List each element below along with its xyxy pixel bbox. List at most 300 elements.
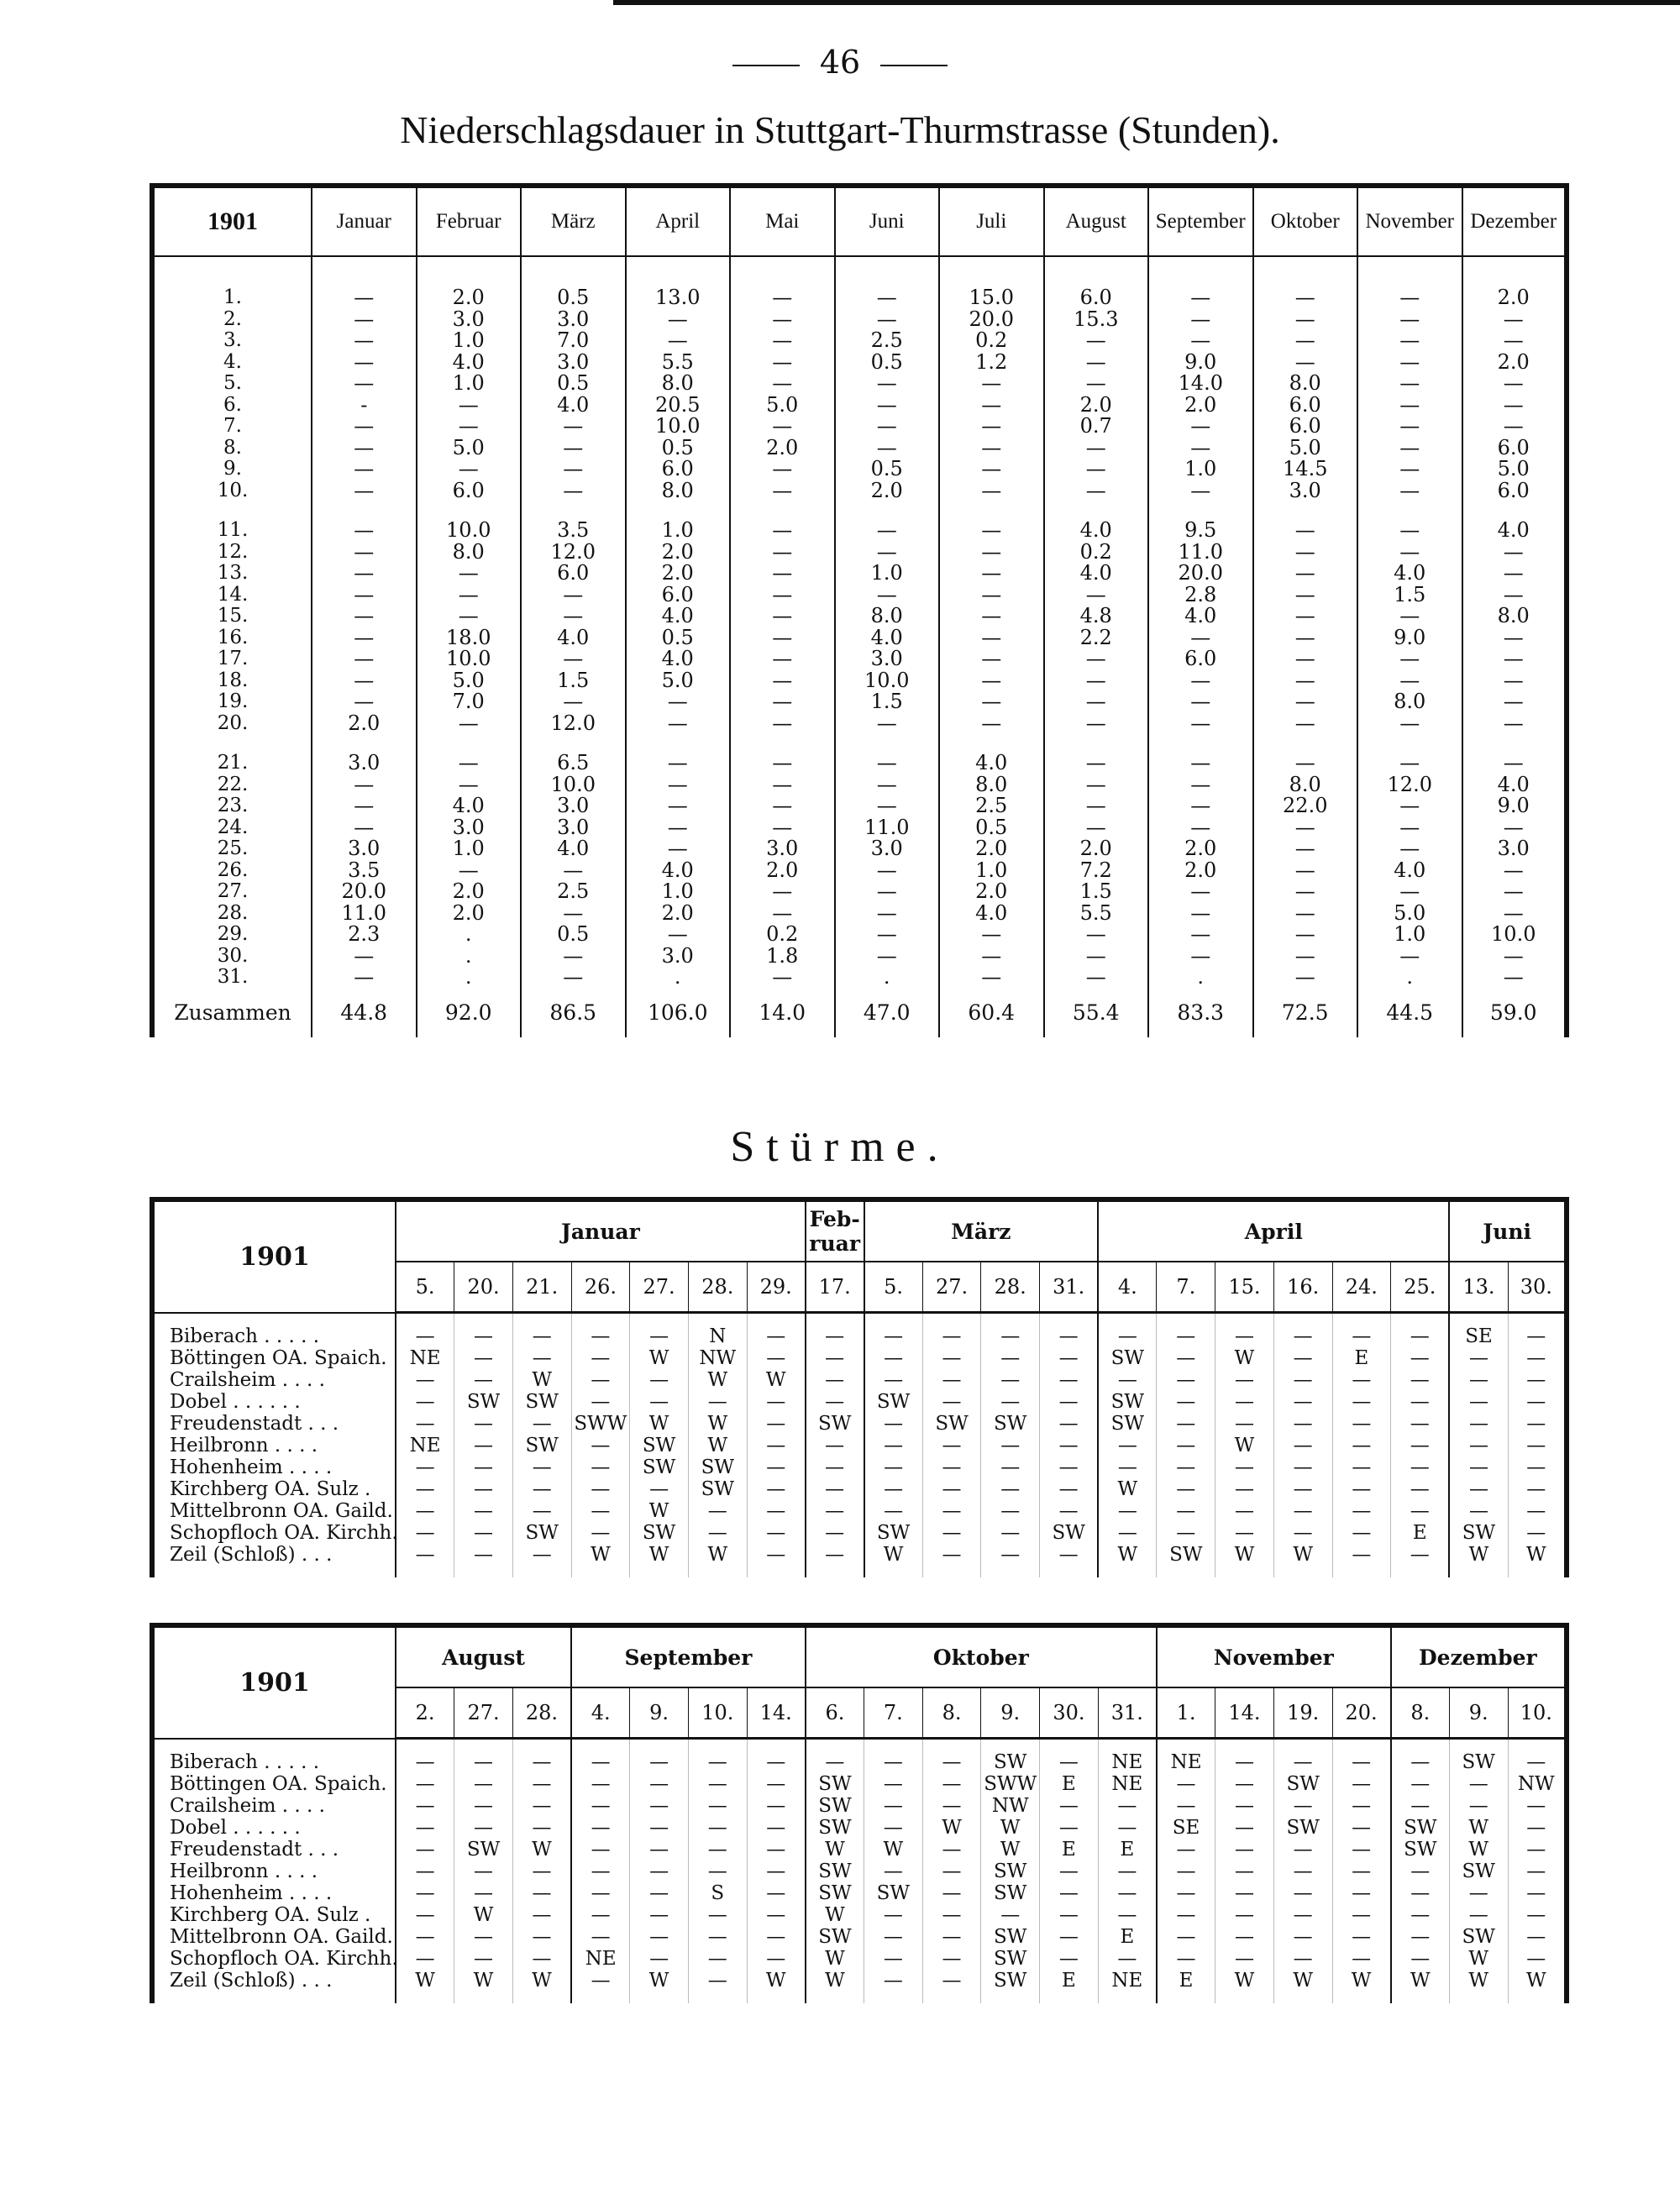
wind-direction-cell: NE <box>1157 1751 1215 1773</box>
value-cell: 13.0 <box>626 287 731 309</box>
value-cell: 6.0 <box>1253 416 1358 438</box>
day-header: 7. <box>1157 1262 1215 1313</box>
wind-direction-cell: — <box>1273 1391 1332 1413</box>
wind-direction-cell: SW <box>981 1860 1040 1882</box>
wind-direction-cell: — <box>864 1478 923 1500</box>
wind-direction-cell: — <box>981 1522 1040 1544</box>
value-cell: — <box>1503 815 1524 839</box>
value-cell: — <box>1503 561 1524 585</box>
day-header: 8. <box>1391 1687 1450 1739</box>
wind-direction-cell: — <box>1391 1347 1450 1369</box>
wind-direction-cell: — <box>1157 1904 1215 1926</box>
station-name: Hohenheim . . . . <box>152 1882 396 1904</box>
value-cell: — <box>521 946 626 968</box>
wind-direction-cell: — <box>1040 1751 1099 1773</box>
day-label: 25. <box>152 838 312 860</box>
wind-direction-cell: — <box>1215 1860 1274 1882</box>
day-header: 27. <box>630 1262 689 1313</box>
day-header: 6. <box>806 1687 864 1739</box>
value-cell: — <box>1357 946 1462 968</box>
wind-direction-cell: — <box>1391 1795 1450 1817</box>
value-cell: . <box>417 946 522 968</box>
station-row <box>152 1544 1567 1566</box>
station-name: Mittelbronn OA. Gaild. <box>152 1500 396 1522</box>
value-cell: — <box>835 753 940 774</box>
day-header: 14. <box>747 1687 806 1739</box>
wind-direction-cell: — <box>1040 1391 1099 1413</box>
wind-direction-cell: — <box>1273 1926 1332 1948</box>
wind-direction-cell: W <box>1215 1970 1274 1992</box>
value-cell: — <box>626 753 731 774</box>
value-cell: — <box>1357 838 1462 860</box>
wind-direction-cell: — <box>1449 1435 1508 1456</box>
value-cell: — <box>312 627 417 649</box>
wind-direction-cell: W <box>512 1369 571 1391</box>
wind-direction-cell: — <box>454 1347 513 1369</box>
wind-direction-cell: W <box>571 1544 630 1566</box>
value-cell: — <box>1044 967 1149 989</box>
value-cell: — <box>1148 627 1253 649</box>
month-header: November <box>1357 186 1462 256</box>
wind-direction-cell: — <box>512 1948 571 1970</box>
day-label: 17. <box>152 648 312 670</box>
wind-direction-cell: — <box>1273 1795 1332 1817</box>
wind-direction-cell: — <box>981 1347 1040 1369</box>
month-header: Januar <box>312 186 417 256</box>
wind-direction-cell: — <box>1508 1435 1567 1456</box>
station-name: Mittelbronn OA. Gaild. <box>152 1926 396 1948</box>
wind-direction-cell: N <box>688 1325 747 1347</box>
wind-direction-cell: — <box>396 1882 454 1904</box>
wind-direction-cell: — <box>1157 1500 1215 1522</box>
wind-direction-cell: — <box>396 1325 454 1347</box>
value-cell: — <box>1148 903 1253 925</box>
wind-direction-cell: — <box>396 1522 454 1544</box>
wind-direction-cell: — <box>1508 1391 1567 1413</box>
value-cell: 2.0 <box>626 563 731 585</box>
wind-direction-cell: SW <box>922 1413 981 1435</box>
wind-direction-cell: — <box>922 1751 981 1773</box>
wind-direction-cell: — <box>1332 1795 1391 1817</box>
wind-direction-cell: SW <box>806 1860 864 1882</box>
wind-direction-cell: — <box>571 1391 630 1413</box>
value-cell: — <box>521 860 626 882</box>
value-cell: 8.0 <box>1253 774 1358 796</box>
day-row <box>152 585 1567 606</box>
wind-direction-cell: — <box>1332 1369 1391 1391</box>
wind-direction-cell: W <box>1449 1970 1508 1992</box>
wind-direction-cell: — <box>1098 1325 1157 1347</box>
station-name: Zeil (Schloß) . . . <box>152 1544 396 1566</box>
wind-direction-cell: — <box>630 1478 689 1500</box>
wind-direction-cell: — <box>454 1325 513 1347</box>
day-header: 17. <box>806 1262 864 1313</box>
day-header: 5. <box>864 1262 923 1313</box>
value-cell: — <box>1357 606 1462 627</box>
day-header: 25. <box>1391 1262 1450 1313</box>
value-cell: — <box>939 416 1044 438</box>
wind-direction-cell: — <box>1508 1478 1567 1500</box>
station-name: Kirchberg OA. Sulz . <box>152 1904 396 1926</box>
wind-direction-cell: — <box>1449 1773 1508 1795</box>
value-cell: — <box>730 753 835 774</box>
wind-direction-cell: — <box>454 1522 513 1544</box>
value-cell: — <box>626 924 731 946</box>
station-row <box>152 1860 1567 1882</box>
wind-direction-cell: — <box>1449 1904 1508 1926</box>
value-cell: — <box>1148 691 1253 713</box>
wind-direction-cell: W <box>630 1413 689 1435</box>
value-cell: — <box>730 774 835 796</box>
day-header: 4. <box>1098 1262 1157 1313</box>
day-row <box>152 395 1567 417</box>
day-row <box>152 903 1567 925</box>
value-cell: 3.5 <box>521 520 626 542</box>
wind-direction-cell: — <box>1508 1413 1567 1435</box>
value-cell: — <box>1357 795 1462 817</box>
value-cell: — <box>521 903 626 925</box>
value-cell: — <box>939 373 1044 395</box>
storms-table-1 <box>150 1197 1569 1577</box>
wind-direction-cell: — <box>1098 1435 1157 1456</box>
wind-direction-cell: — <box>922 1369 981 1391</box>
value-cell: 8.0 <box>939 774 1044 796</box>
day-row <box>152 459 1567 480</box>
station-name: Biberach . . . . . <box>152 1751 396 1773</box>
day-row <box>152 416 1567 438</box>
value-cell: — <box>730 606 835 627</box>
wind-direction-cell: NE <box>571 1948 630 1970</box>
wind-direction-cell: — <box>864 1413 923 1435</box>
day-row <box>152 309 1567 331</box>
value-cell: 9.5 <box>1148 520 1253 542</box>
station-row <box>152 1948 1567 1970</box>
day-row <box>152 563 1567 585</box>
wind-direction-cell: SW <box>864 1522 923 1544</box>
value-cell: — <box>521 967 626 989</box>
wind-direction-cell: — <box>1157 1860 1215 1882</box>
value-cell: — <box>730 585 835 606</box>
day-label: 23. <box>152 795 312 817</box>
value-cell: 11.0 <box>835 817 940 839</box>
wind-direction-cell: SWW <box>571 1413 630 1435</box>
wind-direction-cell: — <box>1391 1369 1450 1391</box>
total-value: 47.0 <box>835 989 940 1037</box>
value-cell: — <box>1357 416 1462 438</box>
wind-direction-cell: — <box>1215 1500 1274 1522</box>
station-name: Heilbronn . . . . <box>152 1860 396 1882</box>
wind-direction-cell: W <box>630 1500 689 1522</box>
wind-direction-cell: — <box>922 1544 981 1566</box>
value-cell: 5.5 <box>626 352 731 374</box>
value-cell: — <box>626 309 731 331</box>
value-cell: 4.0 <box>521 838 626 860</box>
value-cell: 3.0 <box>521 352 626 374</box>
value-cell: 2.5 <box>939 795 1044 817</box>
precipitation-title: Niederschlagsdauer in Stuttgart-Thurmstrasse (Stunden). <box>400 108 1280 151</box>
value-cell: — <box>730 627 835 649</box>
value-cell: — <box>1357 459 1462 480</box>
value-cell: — <box>417 774 522 796</box>
station-row <box>152 1478 1567 1500</box>
value-cell: — <box>1253 691 1358 713</box>
value-cell: — <box>730 648 835 670</box>
value-cell: . <box>1148 967 1253 989</box>
wind-direction-cell: — <box>571 1904 630 1926</box>
value-cell: — <box>1357 648 1462 670</box>
value-cell: 9.0 <box>1497 794 1530 817</box>
wind-direction-cell: — <box>512 1926 571 1948</box>
value-cell: 2.0 <box>1148 838 1253 860</box>
wind-direction-cell: SW <box>981 1882 1040 1904</box>
wind-direction-cell: — <box>747 1391 806 1413</box>
wind-direction-cell: — <box>571 1751 630 1773</box>
value-cell: — <box>417 563 522 585</box>
value-cell: — <box>1148 416 1253 438</box>
value-cell: — <box>1044 585 1149 606</box>
wind-direction-cell: — <box>1508 1860 1567 1882</box>
month-header: Oktober <box>1253 186 1358 256</box>
value-cell: 3.0 <box>417 309 522 331</box>
value-cell: — <box>1253 309 1358 331</box>
wind-direction-cell: — <box>1332 1435 1391 1456</box>
wind-direction-cell: — <box>922 1773 981 1795</box>
wind-direction-cell: — <box>1449 1391 1508 1413</box>
value-cell: — <box>626 691 731 713</box>
wind-direction-cell: W <box>1098 1544 1157 1566</box>
wind-direction-cell: — <box>688 1904 747 1926</box>
day-row <box>152 774 1567 796</box>
value-cell: 2.0 <box>730 438 835 459</box>
station-name: Dobel . . . . . . <box>152 1391 396 1413</box>
wind-direction-cell: W <box>1508 1970 1567 1992</box>
wind-direction-cell: — <box>1332 1904 1391 1926</box>
value-cell: — <box>939 946 1044 968</box>
day-row <box>152 713 1567 735</box>
value-cell: — <box>730 416 835 438</box>
wind-direction-cell: SW <box>981 1970 1040 1992</box>
station-row <box>152 1347 1567 1369</box>
value-cell: — <box>417 713 522 735</box>
day-row <box>152 480 1567 502</box>
value-cell: 8.0 <box>835 606 940 627</box>
wind-direction-cell: W <box>1215 1435 1274 1456</box>
day-header: 7. <box>864 1687 923 1739</box>
wind-direction-cell: W <box>396 1970 454 1992</box>
wind-direction-cell: W <box>454 1904 513 1926</box>
wind-direction-cell: — <box>1508 1522 1567 1544</box>
wind-direction-cell: W <box>747 1970 806 1992</box>
value-cell: 4.0 <box>626 860 731 882</box>
value-cell: — <box>1148 924 1253 946</box>
wind-direction-cell: — <box>1040 1860 1099 1882</box>
wind-direction-cell: — <box>630 1948 689 1970</box>
day-label: 22. <box>152 774 312 796</box>
value-cell: 4.0 <box>521 395 626 417</box>
value-cell: — <box>1357 542 1462 564</box>
wind-direction-cell: — <box>1157 1926 1215 1948</box>
wind-direction-cell: — <box>630 1795 689 1817</box>
value-cell: — <box>1044 795 1149 817</box>
value-cell: — <box>1253 287 1358 309</box>
wind-direction-cell: — <box>396 1948 454 1970</box>
day-header: 26. <box>571 1262 630 1313</box>
value-cell: — <box>835 309 940 331</box>
value-cell: — <box>730 713 835 735</box>
station-name: Crailsheim . . . . <box>152 1369 396 1391</box>
value-cell: — <box>730 480 835 502</box>
month-header: März <box>521 186 626 256</box>
wind-direction-cell: — <box>688 1926 747 1948</box>
month-header: Feb-ruar <box>806 1199 864 1262</box>
wind-direction-cell: — <box>864 1500 923 1522</box>
station-row <box>152 1926 1567 1948</box>
day-row <box>152 627 1567 649</box>
wind-direction-cell: E <box>1391 1522 1450 1544</box>
wind-direction-cell: — <box>512 1795 571 1817</box>
wind-direction-cell: — <box>688 1860 747 1882</box>
wind-direction-cell: — <box>1508 1325 1567 1347</box>
wind-direction-cell: — <box>1508 1817 1567 1839</box>
day-header: 24. <box>1332 1262 1391 1313</box>
value-cell: — <box>521 438 626 459</box>
value-cell: — <box>730 309 835 331</box>
value-cell: — <box>312 416 417 438</box>
value-cell: — <box>1357 670 1462 692</box>
wind-direction-cell: — <box>1508 1751 1567 1773</box>
value-cell: 0.5 <box>939 817 1044 839</box>
wind-direction-cell: — <box>1273 1948 1332 1970</box>
value-cell: — <box>626 795 731 817</box>
wind-direction-cell: — <box>747 1926 806 1948</box>
value-cell: 4.0 <box>1497 772 1530 796</box>
wind-direction-cell: — <box>1332 1500 1391 1522</box>
day-header: 16. <box>1273 1262 1332 1313</box>
wind-direction-cell: — <box>1508 1882 1567 1904</box>
wind-direction-cell: — <box>512 1456 571 1478</box>
station-row <box>152 1391 1567 1413</box>
value-cell: — <box>417 753 522 774</box>
wind-direction-cell: — <box>1391 1325 1450 1347</box>
wind-direction-cell: — <box>571 1795 630 1817</box>
wind-direction-cell: — <box>571 1839 630 1860</box>
value-cell: — <box>1253 817 1358 839</box>
wind-direction-cell: — <box>1273 1904 1332 1926</box>
month-header: September <box>1148 186 1253 256</box>
value-cell: — <box>1148 309 1253 331</box>
day-header: 30. <box>1508 1262 1567 1313</box>
value-cell: — <box>1253 924 1358 946</box>
wind-direction-cell: — <box>1391 1391 1450 1413</box>
wind-direction-cell: — <box>1273 1839 1332 1860</box>
wind-direction-cell: — <box>512 1413 571 1435</box>
value-cell: — <box>1503 414 1524 438</box>
value-cell: 11.0 <box>312 903 417 925</box>
day-header: 15. <box>1215 1262 1274 1313</box>
wind-direction-cell: — <box>981 1369 1040 1391</box>
wind-direction-cell: W <box>688 1413 747 1435</box>
total-value: 44.5 <box>1357 989 1462 1037</box>
value-cell: — <box>1503 539 1524 564</box>
station-row <box>152 1413 1567 1435</box>
value-cell: — <box>939 627 1044 649</box>
wind-direction-cell: — <box>630 1839 689 1860</box>
station-name: Biberach . . . . . <box>152 1325 396 1347</box>
wind-direction-cell: NW <box>981 1795 1040 1817</box>
wind-direction-cell: — <box>922 1325 981 1347</box>
wind-direction-cell: — <box>454 1773 513 1795</box>
value-cell: — <box>835 585 940 606</box>
wind-direction-cell: — <box>1508 1839 1567 1860</box>
wind-direction-cell: E <box>1098 1839 1157 1860</box>
wind-direction-cell: — <box>1391 1860 1450 1882</box>
day-label: 5. <box>152 373 312 395</box>
value-cell: — <box>521 416 626 438</box>
value-cell: 0.2 <box>730 924 835 946</box>
value-cell: 1.5 <box>835 691 940 713</box>
month-header: Mai <box>730 186 835 256</box>
value-cell: — <box>939 648 1044 670</box>
wind-direction-cell: W <box>1273 1970 1332 1992</box>
total-value: 83.3 <box>1148 989 1253 1037</box>
value-cell: — <box>730 881 835 903</box>
value-cell: — <box>1148 946 1253 968</box>
value-cell: 10.0 <box>417 520 522 542</box>
wind-direction-cell: — <box>512 1500 571 1522</box>
value-cell: — <box>1044 330 1149 352</box>
value-cell: — <box>1503 900 1524 925</box>
wind-direction-cell: — <box>747 1544 806 1566</box>
value-cell: 20.0 <box>312 881 417 903</box>
value-cell: 5.0 <box>626 670 731 692</box>
wind-direction-cell: — <box>630 1882 689 1904</box>
value-cell: 1.0 <box>1148 459 1253 480</box>
wind-direction-cell: — <box>747 1839 806 1860</box>
value-cell: — <box>1044 713 1149 735</box>
value-cell: 1.0 <box>417 838 522 860</box>
wind-direction-cell: SW <box>806 1926 864 1948</box>
value-cell: — <box>312 480 417 502</box>
wind-direction-cell: — <box>864 1926 923 1948</box>
value-cell: — <box>1044 459 1149 480</box>
wind-direction-cell: — <box>454 1478 513 1500</box>
value-cell: — <box>1148 795 1253 817</box>
value-cell: 4.0 <box>521 627 626 649</box>
value-cell: — <box>417 416 522 438</box>
value-cell: — <box>417 395 522 417</box>
value-cell: — <box>1044 817 1149 839</box>
value-cell: 2.2 <box>1044 627 1149 649</box>
wind-direction-cell: — <box>630 1325 689 1347</box>
day-row <box>152 838 1567 860</box>
value-cell: 4.0 <box>417 352 522 374</box>
wind-direction-cell: SW <box>512 1522 571 1544</box>
value-cell: — <box>1148 287 1253 309</box>
wind-direction-cell: — <box>922 1522 981 1544</box>
wind-direction-cell: — <box>1215 1882 1274 1904</box>
wind-direction-cell: — <box>1332 1456 1391 1478</box>
wind-direction-cell: NE <box>396 1435 454 1456</box>
day-header: 31. <box>1098 1687 1157 1739</box>
value-cell: 2.5 <box>521 881 626 903</box>
day-label: 26. <box>152 860 312 882</box>
value-cell: 5.5 <box>1044 903 1149 925</box>
value-cell: — <box>1148 670 1253 692</box>
wind-direction-cell: — <box>1391 1904 1450 1926</box>
wind-direction-cell: SW <box>1157 1544 1215 1566</box>
wind-direction-cell: — <box>1391 1478 1450 1500</box>
value-cell: 12.0 <box>521 713 626 735</box>
